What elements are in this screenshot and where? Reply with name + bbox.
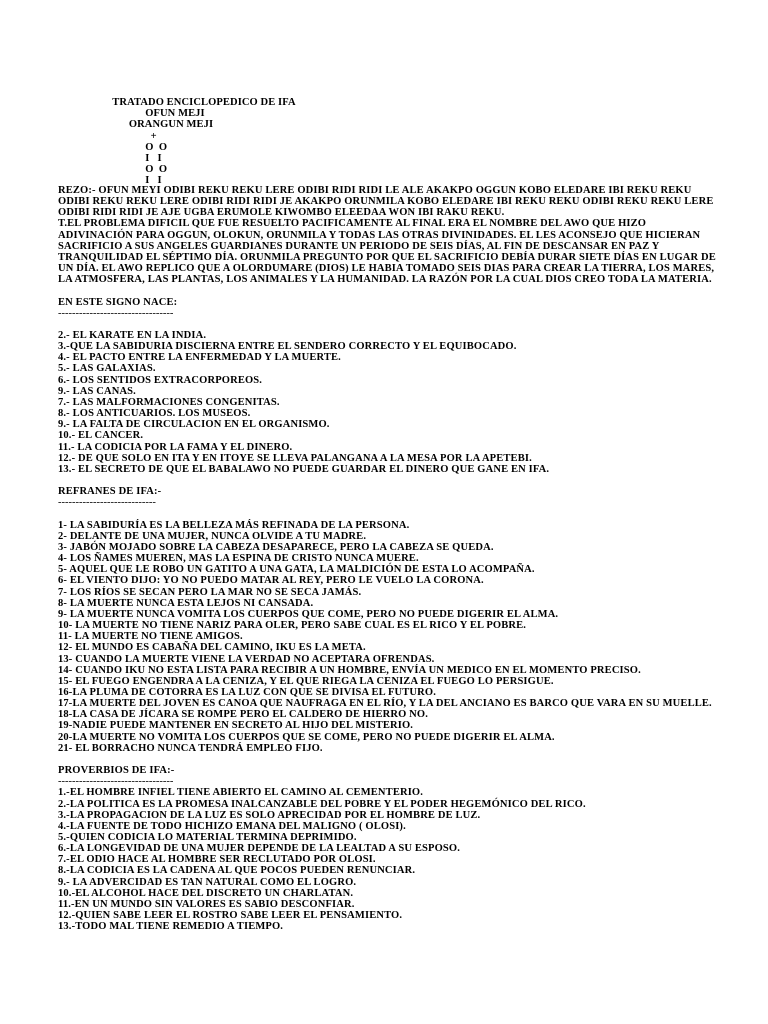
- sign-figure-row: O O: [58, 141, 168, 153]
- sign-figure-row: I I: [58, 175, 162, 187]
- list-item: 6- EL VIENTO DIJO: YO NO PUEDO MATAR AL REY, PERO LE VUELO LA CORONA.: [58, 575, 484, 587]
- list-item: 11.- LA CODICIA POR LA FAMA Y EL DINERO.: [58, 441, 293, 453]
- list-item: 10- LA MUERTE NO TIENE NARIZ PARA OLER, PERO SABE CUAL ES EL RICO Y EL POBRE.: [58, 620, 527, 632]
- list-item: 17-LA MUERTE DEL JOVEN ES CANOA QUE NAUFRAGA EN EL RÍO, Y LA DEL ANCIANO ES BARCO QUE VARA EN SU MUELLE.: [58, 698, 712, 710]
- list-item: 6.-LA LONGEVIDAD DE UNA MUJER DEPENDE DE LA LEALTAD A SU ESPOSO.: [58, 843, 460, 855]
- list-item: 2.- EL KARATE EN LA INDIA.: [58, 330, 207, 341]
- list-item: 12- EL MUNDO ES CABAÑA DEL CAMINO, IKU ES LA META.: [58, 642, 366, 654]
- section-rule: ----------------------------: [58, 497, 156, 509]
- document-title: TRATADO ENCICLOPEDICO DE IFA: [58, 97, 296, 108]
- title-block: [58, 97, 296, 187]
- spacer: [58, 475, 718, 486]
- list-item: 15- EL FUEGO ENGENDRA A LA CENIZA, Y EL QUE RIEGA LA CENIZA EL FUEGO LO PERSIGUE.: [58, 675, 554, 687]
- sign-name: OFUN MEJI: [58, 108, 205, 120]
- list-item: 6.- LOS SENTIDOS EXTRACORPOREOS.: [58, 374, 263, 386]
- list-item: 11- LA MUERTE NO TIENE AMIGOS.: [58, 631, 243, 643]
- list-item: 9.- LA FALTA DE CIRCULACION EN EL ORGANISMO.: [58, 419, 330, 431]
- list-item: 5.- LAS GALAXIAS.: [58, 363, 156, 375]
- list-item: 21- EL BORRACHO NUNCA TENDRÁ EMPLEO FIJO.: [58, 742, 323, 754]
- story-paragraph: T.EL PROBLEMA DIFICIL QUE FUE RESUELTO PACIFICAMENTE AL FINAL ERA EL NOMBRE DEL AWO QUE HIZO ADIVINACIÓN PARA OGGUN, OLOKUN, ORUNMILA Y TODAS LAS OTRAS DIVINIDADES. EL LES ACONSEJO QUE HICIERAN SACRIFICIO A SUS ANGELES GUARDIANES DURANTE UN PERIODO DE SEIS DÍAS, AL FIN DE DESCANSAR EN PAZ Y TRANQUILIDAD EL SÉPTIMO DÍA. ORUNMILA PREGUNTO POR QUE EL SACRIFICIO DEBÍA DURAR SIETE DÍAS EN LUGAR DE UN DÍA. EL AWO REPLICO QUE A OLORDUMARE (DIOS) LE HABIA TOMADO SEIS DIAS PARA CREAR LA TIERRA, LOS MARES, LA ATMOSFERA, LAS PLANTAS, LOS ANIMALES Y LA HUMANIDAD. LA RAZÓN POR LA CUAL DIOS CREO TODA LA MATERIA.: [58, 218, 716, 286]
- section-refranes: [58, 486, 718, 754]
- spacer: [58, 319, 718, 330]
- list-item: 8.-LA CODICIA ES LA CADENA AL QUE POCOS PUEDEN RENUNCIAR.: [58, 865, 416, 877]
- list-item: 7- LOS RÍOS SE SECAN PERO LA MAR NO SE SECA JAMÁS.: [58, 586, 362, 598]
- list-item: 9.- LAS CANAS.: [58, 385, 136, 397]
- list-item: 8.- LOS ANTICUARIOS. LOS MUSEOS.: [58, 408, 251, 420]
- section-proverbios: [58, 765, 718, 932]
- list-item: 5- AQUEL QUE LE ROBO UN GATITO A UNA GATA, LA MALDICIÓN DE ESTA LO ACOMPAÑA.: [58, 564, 535, 576]
- list-item: 2.-LA POLITICA ES LA PROMESA INALCANZABLE DEL POBRE Y EL PODER HEGEMÓNICO DEL RICO.: [58, 798, 586, 810]
- list-item: 12.-QUIEN SABE LEER EL ROSTRO SABE LEER EL PENSAMIENTO.: [58, 910, 403, 922]
- list-item: 1- LA SABIDURÍA ES LA BELLEZA MÁS REFINADA DE LA PERSONA.: [58, 519, 410, 531]
- list-item: 4.-LA FUENTE DE TODO HICHIZO EMANA DEL MALIGNO ( OLOSI).: [58, 820, 406, 832]
- list-item: 18-LA CASA DE JÍCARA SE ROMPE PERO EL CALDERO DE HIERRO NO.: [58, 709, 428, 721]
- list-item: 4- LOS ÑAMES MUEREN, MAS LA ESPINA DE CRISTO NUNCA MUERE.: [58, 553, 419, 565]
- list-item: 13.- EL SECRETO DE QUE EL BABALAWO NO PUEDE GUARDAR EL DINERO QUE GANE EN IFA.: [58, 463, 550, 475]
- list-item: 1.-EL HOMBRE INFIEL TIENE ABIERTO EL CAMINO AL CEMENTERIO.: [58, 787, 424, 799]
- section-heading: REFRANES DE IFA:-: [58, 486, 162, 498]
- list-item: 8- LA MUERTE NUNCA ESTA LEJOS NI CANSADA.: [58, 597, 314, 609]
- list-item: 12.- DE QUE SOLO EN ITA Y EN ITOYE SE LLEVA PALANGANA A LA MESA POR LA APETEBI.: [58, 452, 532, 464]
- section-rule: ---------------------------------: [58, 776, 174, 788]
- spacer: [58, 754, 718, 765]
- spacer: [58, 508, 718, 519]
- list-item: 3.-LA PROPAGACION DE LA LUZ ES SOLO APRECIDAD POR EL HOMBRE DE LUZ.: [58, 809, 481, 821]
- sign-figure-row: I I: [58, 152, 162, 164]
- section-rule: ---------------------------------: [58, 307, 174, 319]
- sign-mark: +: [58, 130, 157, 142]
- list-item: 5.-QUIEN CODICIA LO MATERIAL TERMINA DEPRIMIDO.: [58, 831, 357, 843]
- list-item: 7.-EL ODIO HACE AL HOMBRE SER RECLUTADO POR OLOSI.: [58, 854, 376, 866]
- list-item: 16-LA PLUMA DE COTORRA ES LA LUZ CON QUE SE DIVISA EL FUTURO.: [58, 686, 436, 698]
- list-item: 10.-EL ALCOHOL HACE DEL DISCRETO UN CHARLATAN.: [58, 887, 354, 899]
- list-item: 2- DELANTE DE UNA MUJER, NUNCA OLVIDE A TU MADRE.: [58, 530, 367, 542]
- list-item: 3.-QUE LA SABIDURIA DISCIERNA ENTRE EL SENDERO CORRECTO Y EL EQUIBOCADO.: [58, 341, 517, 353]
- sign-figure-row: O O: [58, 164, 168, 176]
- document-body: [58, 185, 718, 932]
- list-item: 9- LA MUERTE NUNCA VOMITA LOS CUERPOS QUE COME, PERO NO PUEDE DIGERIR EL ALMA.: [58, 608, 559, 620]
- list-item: 20-LA MUERTE NO VOMITA LOS CUERPOS QUE SE COME, PERO NO PUEDE DIGERIR EL ALMA.: [58, 731, 555, 743]
- list-item: 10.- EL CANCER.: [58, 430, 144, 442]
- list-item: 14- CUANDO IKU NO ESTA LISTA PARA RECIBIR A UN HOMBRE, ENVÍA UN MEDICO EN EL MOMENTO PRECISO.: [58, 664, 641, 676]
- rezo-paragraph: REZO:- OFUN MEYI ODIBI REKU REKU LERE ODIBI RIDI RIDI LE ALE AKAKPO OGGUN KOBO ELEDARE IBI REKU REKU ODIBI REKU REKU LERE ODIBI RIDI RIDI JE AKAKPO ORUNMILA KOBO ELEDARE IBI REKU REKU ODIBI REKU REKU LERE ODIBI RIDI RIDI JE AJE UGBA ERUMOLE KIWOMBO ELEEDAA WON IBI RAKU REKU.: [58, 185, 714, 219]
- list-item: 19-NADIE PUEDE MANTENER EN SECRETO AL HIJO DEL MISTERIO.: [58, 720, 414, 732]
- list-item: 11.-EN UN MUNDO SIN VALORES ES SABIO DESCONFIAR.: [58, 898, 355, 910]
- list-item: 13.-TODO MAL TIENE REMEDIO A TIEMPO.: [58, 921, 284, 933]
- list-item: 3- JABÓN MOJADO SOBRE LA CABEZA DESAPARECE, PERO LA CABEZA SE QUEDA.: [58, 541, 494, 553]
- section-heading: EN ESTE SIGNO NACE:: [58, 296, 178, 308]
- sign-alias: ORANGUN MEJI: [58, 119, 214, 131]
- section-births: [58, 297, 718, 475]
- list-item: 7.- LAS MALFORMACIONES CONGENITAS.: [58, 396, 280, 408]
- list-item: 4.- EL PACTO ENTRE LA ENFERMEDAD Y LA MUERTE.: [58, 352, 341, 364]
- list-item: 13- CUANDO LA MUERTE VIENE LA VERDAD NO ACEPTARA OFRENDAS.: [58, 653, 435, 665]
- spacer: [58, 285, 718, 296]
- section-heading: PROVERBIOS DE IFA:-: [58, 765, 175, 777]
- list-item: 9.- LA ADVERCIDAD ES TAN NATURAL COMO EL LOGRO.: [58, 876, 357, 888]
